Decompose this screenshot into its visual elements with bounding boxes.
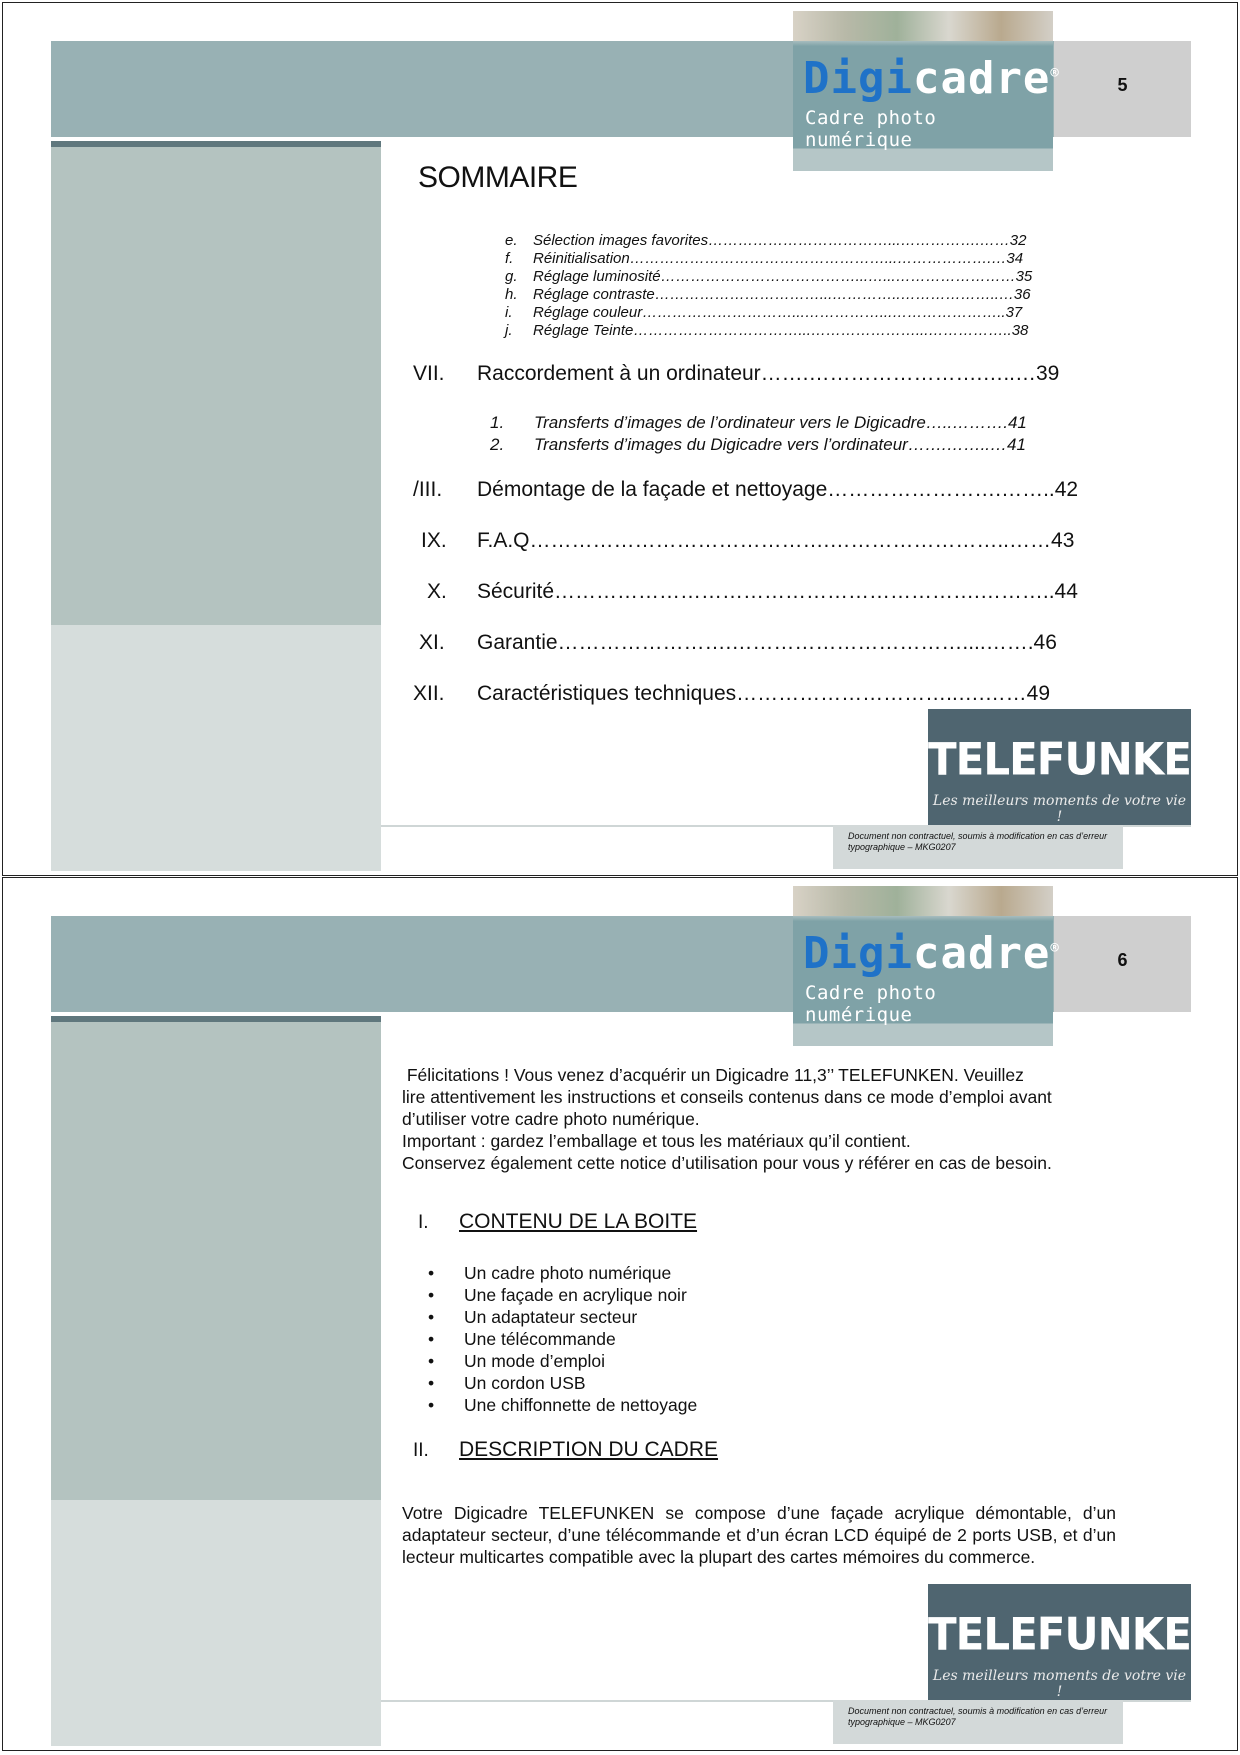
footer-note: Document non contractuel, soumis à modification en cas d’erreur typographique – MKG0207 <box>848 831 1108 852</box>
section-2-numeral: II. <box>413 1440 429 1461</box>
list-item: • Un adaptateur secteur <box>428 1306 697 1328</box>
intro-line: lire attentivement les instructions et conseils contenus dans ce mode d’emploi avant <box>402 1087 1052 1107</box>
list-item: • Une façade en acrylique noir <box>428 1284 697 1306</box>
page-title: SOMMAIRE <box>418 161 578 194</box>
registered-mark: ® <box>1050 65 1060 82</box>
logo-name-accent: Digi <box>803 928 913 979</box>
box-contents-list <box>428 1262 697 1416</box>
page-number: 5 <box>1117 75 1128 95</box>
logo-tagline: Cadre photo numérique <box>805 982 937 1026</box>
logo-name-accent: Digi <box>803 53 913 104</box>
list-item: • Un cordon USB <box>428 1372 697 1394</box>
logo-photo-strip <box>793 11 1053 41</box>
digicadre-logo <box>793 886 1060 1046</box>
page-5: 5 Digicadre® Cadre photo numérique SOMMAIRE e. Sélection images favorites………………………………...…………….……32 f. Réinitialisation……………………………………………...……………….…34 g. Réglage luminosité…………………………………...…...……………………35 h. Réglage contraste……………………………...…………..………………..…36 i. Réglage couleur…………………………...……………...…………………..37 j. Réglage Teinte……………………………...…………………...……………..38 VII. Raccordement à un ordinateur…….…………………….…..…39 1. Transferts d’images de l’ordinateur vers le Digicadre…..……….41 2. Transferts d’images du Digicadre vers l’ordinateur…….……..…41 /III. Démontage de la façade et nettoyage…………………….……..42 IX. F.A.Q…………………………………….……………………..……43 X. Sécurité…………………………………………………….………..44 XI. Garantie…………………….……………………………....…….46 XII. Caractéristiques techniques…………………………..….……49 TELEFUNKEN Les meilleurs moments de votre vie ! Document non contractuel, soumis à modification en cas d’erreur typographique – MKG0207 <box>2 2 1238 876</box>
section-2-title: DESCRIPTION DU CADRE <box>459 1438 719 1461</box>
intro-paragraph <box>402 1064 1122 1174</box>
sidebar-panel <box>51 147 381 871</box>
intro-line: d’utiliser votre cadre photo numérique. <box>402 1109 700 1129</box>
section-1-title: CONTENU DE LA BOITE <box>459 1210 698 1233</box>
intro-line: Félicitations ! Vous venez d’acquérir un Digicadre 11,3’’ TELEFUNKEN. Veuillez <box>402 1065 1024 1085</box>
logo-name-rest: cadre <box>912 53 1051 104</box>
telefunken-wordmark: TELEFUNKEN <box>928 1608 1226 1661</box>
telefunken-logo <box>928 1584 1226 1702</box>
logo-photo-strip <box>793 886 1053 916</box>
description-paragraph: Votre Digicadre TELEFUNKEN se compose d’une façade acrylique démontable, d’un adaptateur secteur, d’une télécommande et d’un écran LCD équipé de 2 ports USB, et d’un lecteur multicartes compatible avec la plupart des cartes mémoires du commerce. <box>402 1503 1116 1567</box>
list-item: • Une chiffonnette de nettoyage <box>428 1394 697 1416</box>
footer-note: Document non contractuel, soumis à modification en cas d’erreur typographique – MKG0207 <box>848 1706 1108 1727</box>
telefunken-slogan: Les meilleurs moments de votre vie ! <box>932 1668 1187 1700</box>
section-1-numeral: I. <box>418 1212 429 1233</box>
list-item: • Une télécommande <box>428 1328 697 1350</box>
digicadre-logo <box>793 11 1060 171</box>
telefunken-slogan: Les meilleurs moments de votre vie ! <box>932 793 1187 825</box>
telefunken-logo <box>928 709 1226 827</box>
logo-name-rest: cadre <box>912 928 1051 979</box>
sidebar-panel <box>51 1022 381 1746</box>
telefunken-wordmark: TELEFUNKEN <box>928 733 1226 786</box>
logo-tagline: Cadre photo numérique <box>805 107 937 151</box>
intro-line: Conservez également cette notice d’utilisation pour vous y référer en cas de besoin. <box>402 1153 1052 1173</box>
registered-mark: ® <box>1050 940 1060 957</box>
list-item: • Un mode d’emploi <box>428 1350 697 1372</box>
intro-line: Important : gardez l’emballage et tous les matériaux qu’il contient. <box>402 1131 911 1151</box>
list-item: • Un cadre photo numérique <box>428 1262 697 1284</box>
page-number: 6 <box>1117 950 1128 970</box>
